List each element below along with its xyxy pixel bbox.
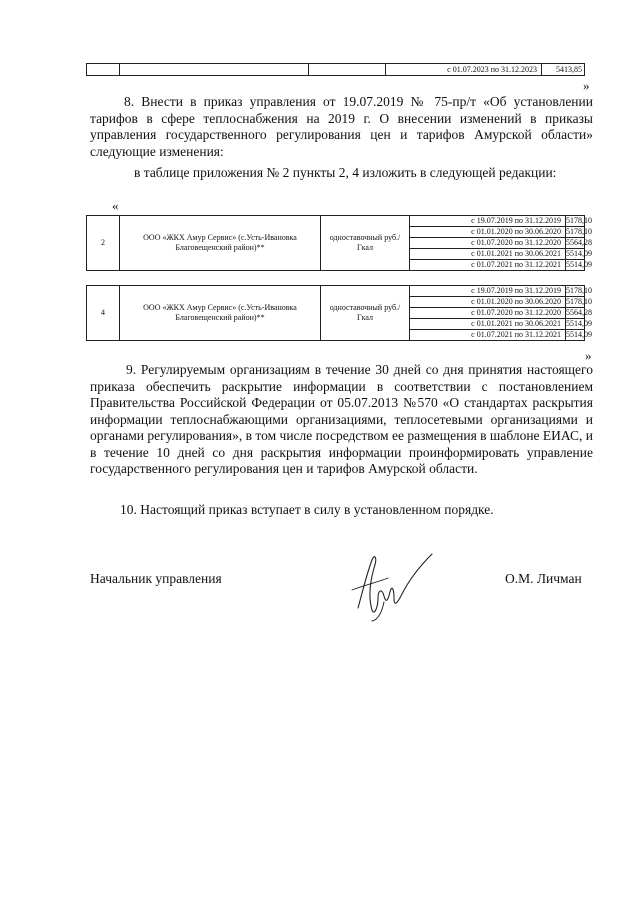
item-number: 4 — [87, 286, 120, 341]
period-cell: с 01.01.2021 по 30.06.2021 — [410, 319, 566, 330]
item-9-text: 9. Регулируемым организациям в течение 30 дней со дня принятия настоящего приказа обеспечить раскрытие информации в соответствии с постановлением Правительства Российской Федерации от 05.07.2013 №570 «О стандартах раскрытия информации теплоснабжающими организациями, теплосетевыми организациями и органами регулирования», в том числе посредством ее размещения в шаблоне ЕИАС, и в течение 10 дней со дня раскрытия информации проинформировать управление государственного регулирования цен и тарифов Амурской области. — [90, 362, 593, 476]
top-table-value: 5413,85 — [542, 64, 585, 76]
signatory-position: Начальник управления — [90, 571, 222, 586]
period-cell: с 19.07.2019 по 31.12.2019 — [410, 216, 566, 227]
organization-name: ООО «ЖКХ Амур Сервис» (с.Усть-Ивановка Благовещенский район)** — [120, 286, 321, 341]
period-cell: с 01.07.2020 по 31.12.2020 — [410, 238, 566, 249]
period-cell: с 01.01.2020 по 30.06.2020 — [410, 227, 566, 238]
value-cell: 5564,28 — [566, 308, 592, 317]
period-cell: с 01.07.2020 по 31.12.2020 — [410, 308, 566, 319]
item-number: 2 — [87, 216, 120, 271]
item-10-text: 10. Настоящий приказ вступает в силу в установленном порядке. — [120, 502, 494, 517]
item-8-text: 8. Внести в приказ управления от 19.07.2019 № 75-пр/т «Об установлении тарифов в сфере теплоснабжения на 2019 г. О внесении изменений в приказы управления государственного регулирования цен и тарифов Амурской области» следующие изменения: — [90, 94, 593, 159]
top-table — [86, 63, 585, 76]
period-cell: с 01.01.2021 по 30.06.2021 — [410, 249, 566, 260]
table-row — [87, 216, 585, 227]
value-cell: 5514,09 — [566, 260, 592, 269]
item-8-sub: в таблице приложения № 2 пункты 2, 4 изложить в следующей редакции: — [134, 165, 557, 180]
value-cell: 5178,10 — [566, 286, 592, 295]
table-row — [87, 286, 585, 297]
period-cell: с 01.07.2021 по 31.12.2021 — [410, 260, 566, 271]
value-cell: 5178,10 — [566, 216, 592, 225]
period-cell: с 01.07.2021 по 31.12.2021 — [410, 330, 566, 341]
signatory-name: О.М. Личман — [505, 571, 582, 586]
tariff-table-item-4 — [86, 285, 592, 341]
top-table-num-cell — [87, 64, 120, 76]
value-cell: 5514,09 — [566, 330, 592, 339]
value-cell: 5514,09 — [566, 319, 592, 328]
open-quote: « — [112, 198, 119, 213]
value-cell: 5514,09 — [566, 249, 592, 258]
top-table-org-cell — [120, 64, 309, 76]
close-quote-1: » — [583, 78, 590, 93]
close-quote-2: » — [585, 348, 592, 363]
handwritten-signature — [348, 550, 444, 622]
tariff-unit: одноставочный руб./Гкал — [321, 286, 410, 341]
period-cell: с 19.07.2019 по 31.12.2019 — [410, 286, 566, 297]
top-table-period: с 01.07.2023 по 31.12.2023 — [386, 64, 542, 76]
top-table-unit-cell — [309, 64, 386, 76]
organization-name: ООО «ЖКХ Амур Сервис» (с.Усть-Ивановка Благовещенский район)** — [120, 216, 321, 271]
value-cell: 5178,10 — [566, 297, 592, 306]
tariff-table-item-2 — [86, 215, 592, 271]
value-cell: 5178,10 — [566, 227, 592, 236]
period-cell: с 01.01.2020 по 30.06.2020 — [410, 297, 566, 308]
tariff-unit: одноставочный руб./Гкал — [321, 216, 410, 271]
value-cell: 5564,28 — [566, 238, 592, 247]
